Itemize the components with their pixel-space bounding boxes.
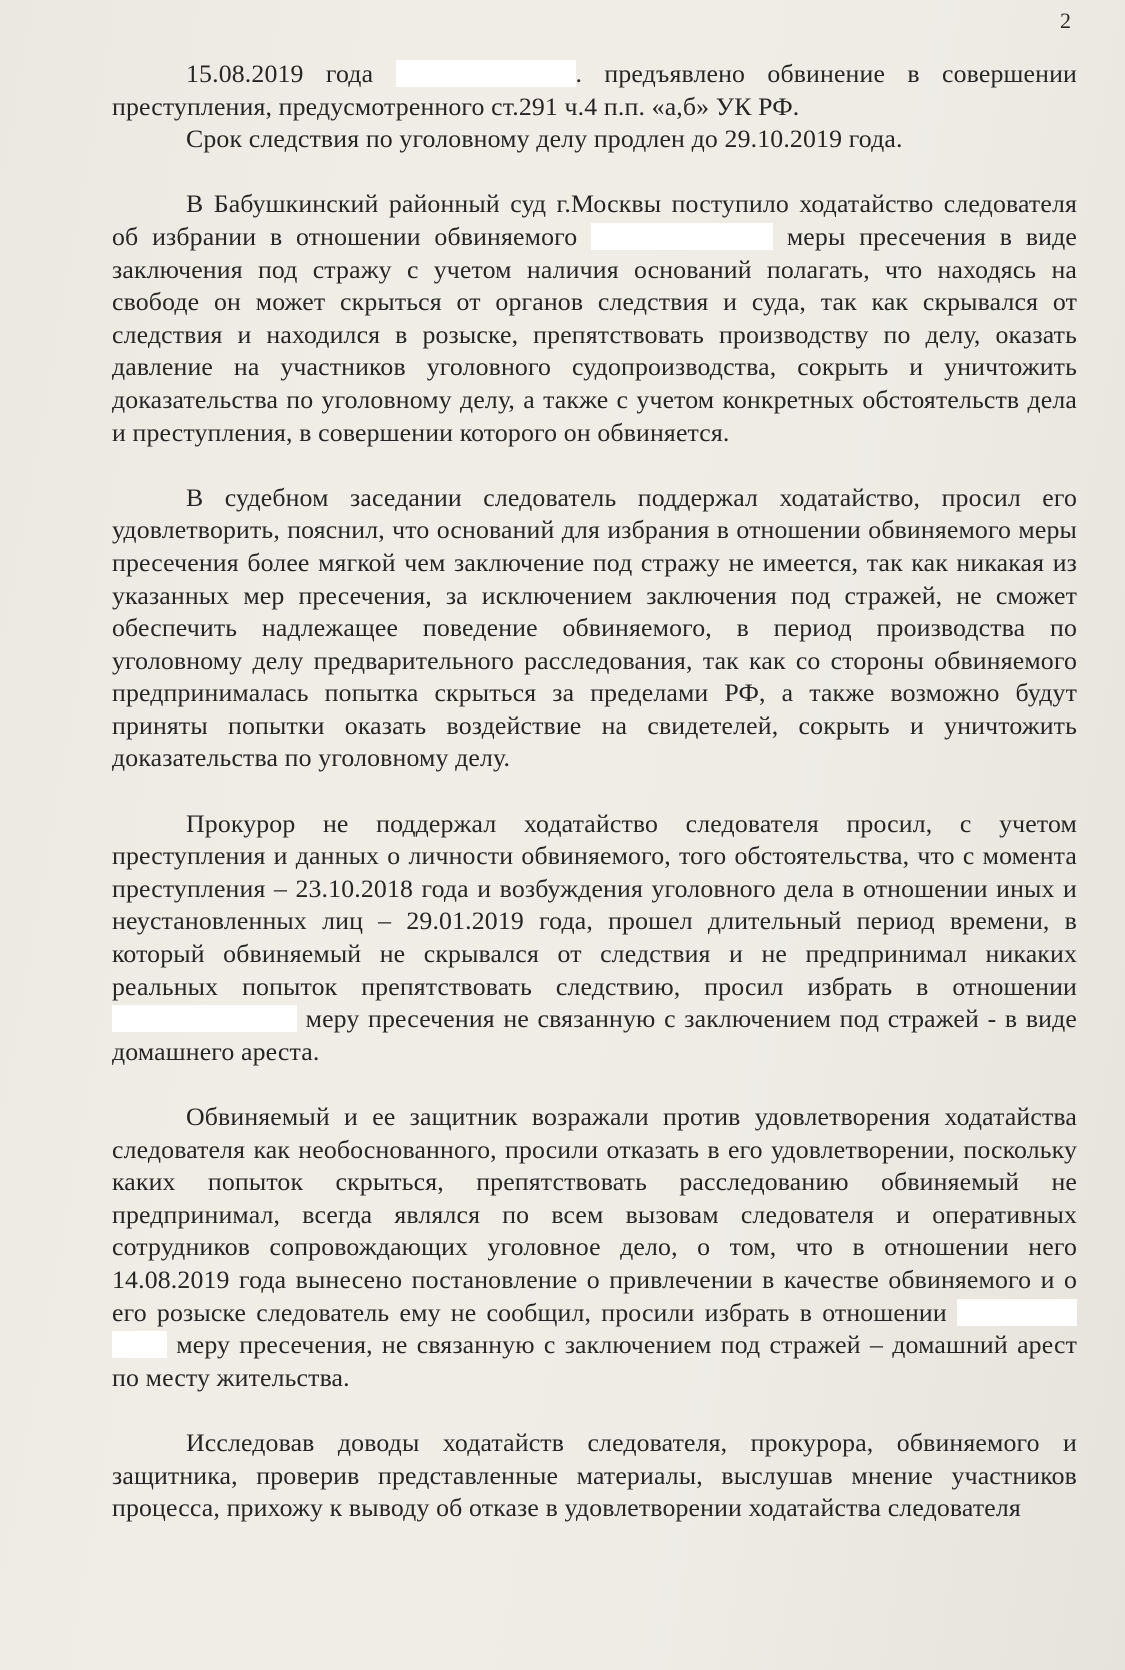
paragraph-defense-position <box>112 1101 1077 1394</box>
paragraph-motion <box>112 188 1077 449</box>
paragraph-prosecutor-end: меру пресечения не связанную с заключением под стражей - в виде домашнего ареста. <box>112 1004 1077 1066</box>
redacted-name-box <box>112 1005 297 1032</box>
paragraph-prosecutor-position <box>112 808 1077 1069</box>
paragraph-investigation-term: Срок следствия по уголовному делу продлен до 29.10.2019 года. <box>186 124 903 154</box>
paragraph-charge-start: 15.08.2019 года <box>186 59 396 88</box>
paragraph-investigator-position: В судебном заседании следователь поддержал ходатайство, просил его удовлетворить, пояснил, что оснований для избрания в отношении обвиняемого меры пресечения более мягкой чем заключение под стражу не имеется, так как никакая из указанных мер пресечения, за исключением заключения под стражей, не сможет обеспечить надлежащее поведение обвиняемого, в период производства по уголовному делу предварительного расследования, так как со стороны обвиняемого предпринималась попытка скрыться за пределами РФ, а также возможно будут приняты попытки оказать воздействие на свидетелей, сокрыть и уничтожить доказательства по уголовному делу. <box>112 482 1077 773</box>
paragraph-motion-end: меры пресечения в виде заключения под стражу с учетом наличия оснований полагать, что находясь на свободе он может скрыться от органов следствия и суда, так как скрывался от следствия и находился в розыске, препятствовать производству по делу, оказать давление на участников уголовного судопроизводства, сокрыть и уничтожить доказательства по уголовному делу, а также с учетом конкретных обстоятельств дела и преступления, в совершении которого он обвиняется. <box>112 221 1077 447</box>
paragraph-defense-end: меру пресечения, не связанную с заключением под стражей – домашний арест по месту жительства. <box>112 1330 1077 1392</box>
page-number: 2 <box>1060 8 1071 33</box>
paragraph-motion-start: В Бабушкинский районный суд г.Москвы поступило ходатайство следователя об избрании в отношении обвиняемого <box>112 189 1077 251</box>
paragraph-conclusion: Исследовав доводы ходатайств следователя, прокурора, обвиняемого и защитника, проверив представленные материалы, выслушав мнение участников процесса, прихожу к выводу об отказе в удовлетворении ходатайства следователя <box>112 1427 1077 1523</box>
paragraph-prosecutor-start: Прокурор не поддержал ходатайство следователя просил, с учетом преступления и данных о личности обвиняемого, того обстоятельства, что с момента преступления – 23.10.2018 года и возбуждения уголовного дела в отношении иных и неустановленных лиц – 29.01.2019 года, прошел длительный период времени, в который обвиняемый не скрывался от следствия и не предпринимал никаких реальных попыток препятствовать следствию, просил избрать в отношении <box>112 808 1077 1001</box>
paragraph-charge-end: . предъявлено обвинение в совершении преступления, предусмотренного ст.291 ч.4 п.п. «а,б» УК РФ. <box>112 59 1077 121</box>
document-body <box>112 58 1077 1525</box>
paragraph-charge <box>112 58 1077 123</box>
redacted-name-box <box>396 60 576 87</box>
redacted-name-box <box>957 1299 1077 1326</box>
redacted-name-box <box>112 1331 167 1358</box>
redacted-name-box <box>591 223 773 250</box>
paragraph-defense-start: Обвиняемый и ее защитник возражали против удовлетворения ходатайства следователя как необоснованного, просили отказать в его удовлетворении, поскольку каких попыток скрыться, препятствовать расследованию обвиняемый не предпринимал, всегда являлся по всем вызовам следователя и оперативных сотрудников сопровождающих уголовное дело, о том, что в отношении него 14.08.2019 года вынесено постановление о привлечении в качестве обвиняемого и о его розыске следователь ему не сообщил, просили избрать в отношении <box>112 1102 1077 1327</box>
